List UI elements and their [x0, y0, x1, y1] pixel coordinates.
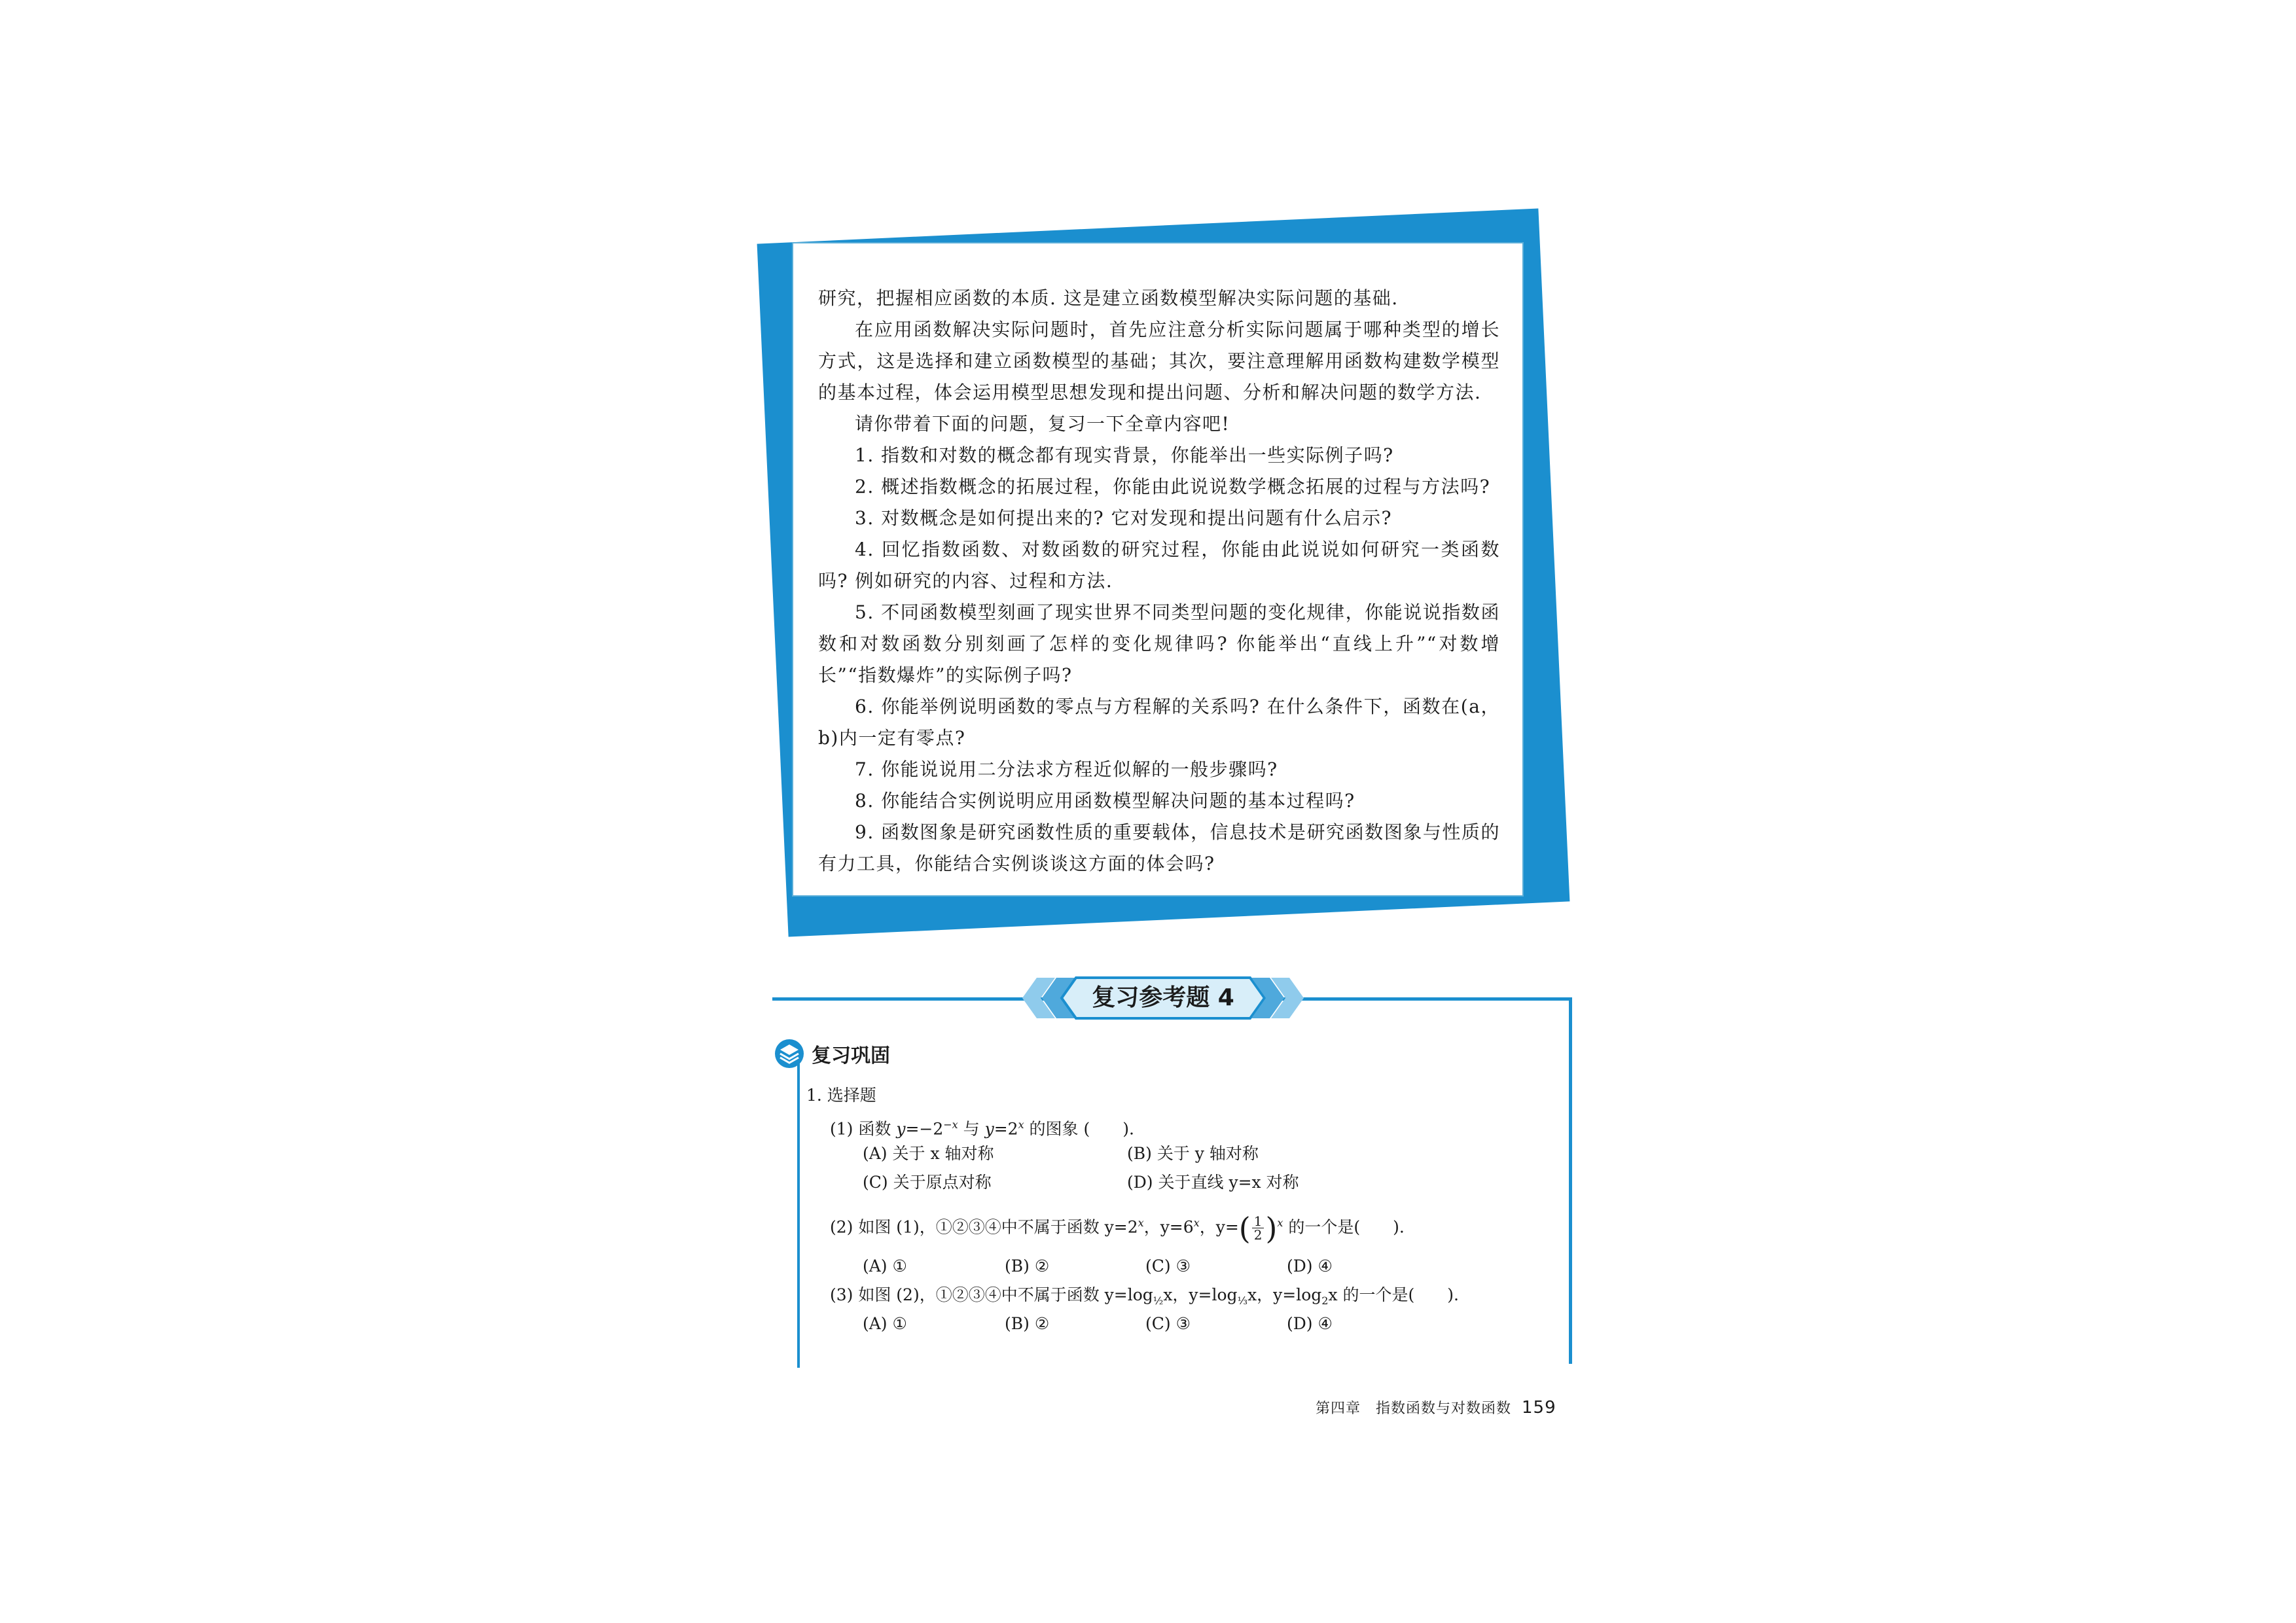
- review-box-card: [792, 242, 1524, 897]
- option-c: (C) 关于原点对称: [863, 1173, 992, 1192]
- exercise-question-3: [830, 1284, 1459, 1312]
- review-question: 1. 指数和对数的概念都有现实背景，你能举出一些实际例子吗?: [855, 444, 1394, 466]
- layers-icon: [774, 1038, 805, 1069]
- option-d: (D) ④: [1287, 1314, 1333, 1333]
- section-rule-left: [797, 1060, 800, 1368]
- q2-mid1: ，y=6: [1143, 1217, 1194, 1237]
- review-paragraph: 在应用函数解决实际问题时，首先应注意分析实际问题属于哪种类型的增长方式，这是选择和建立函数模型的基础；其次，要注意理解用函数构建数学模型的基本过程，体会运用模型思想发现和提出问题、分析和解决问题的数学方法.: [818, 319, 1500, 403]
- q2-exp1: x: [1138, 1217, 1144, 1229]
- exercise-question-1: [830, 1114, 1134, 1140]
- fraction-numerator: 1: [1252, 1215, 1265, 1228]
- q3-text: (3) 如图 (2)，①②③④中不属于函数 y=log: [830, 1285, 1153, 1304]
- q1-prefix: (1) 函数: [830, 1119, 897, 1139]
- option-d: (D) 关于直线 y=x 对称: [1127, 1173, 1299, 1192]
- chapter-title: 第四章 指数函数与对数函数: [1316, 1400, 1512, 1417]
- option-a: (A) ①: [863, 1257, 907, 1275]
- review-question: 4. 回忆指数函数、对数函数的研究过程，你能由此说说如何研究一类函数吗? 例如研究的内容、过程和方法.: [818, 539, 1500, 592]
- option-a: (A) 关于 x 轴对称: [863, 1144, 994, 1163]
- option-b: (B) ②: [1005, 1257, 1050, 1275]
- fraction-denominator: 2: [1253, 1227, 1263, 1243]
- left-paren: (: [1238, 1210, 1251, 1246]
- q3-suffix: x 的一个是( ).: [1328, 1285, 1459, 1304]
- exercise-question-2: [830, 1210, 1405, 1246]
- section-rule-right: [1569, 997, 1572, 1364]
- review-paragraph: 请你带着下面的问题，复习一下全章内容吧!: [855, 413, 1230, 435]
- review-question: 2. 概述指数概念的拓展过程，你能由此说说数学概念拓展的过程与方法吗?: [855, 476, 1491, 497]
- q1-var2: y: [984, 1119, 994, 1139]
- review-question: 9. 函数图象是研究函数性质的重要载体，信息技术是研究函数图象与性质的有力工具，你能结合实例谈谈这方面的体会吗?: [818, 821, 1500, 874]
- review-question: 8. 你能结合实例说明应用函数模型解决问题的基本过程吗?: [855, 790, 1355, 812]
- q2-prefix: (2) 如图 (1)，①②③④中不属于函数 y=2: [830, 1217, 1138, 1237]
- section-header: [772, 975, 1572, 1021]
- q3-mid2: x，y=log: [1247, 1285, 1322, 1304]
- review-paragraph: 研究，把握相应函数的本质. 这是建立函数模型解决实际问题的基础.: [818, 287, 1399, 309]
- q1-exp1: −x: [943, 1118, 958, 1131]
- option-c: (C) ③: [1145, 1314, 1191, 1333]
- fraction: [1252, 1215, 1265, 1241]
- q1-exp2: x: [1018, 1118, 1024, 1131]
- q3-base2: ⅓: [1237, 1294, 1248, 1307]
- q3-mid1: x，y=log: [1163, 1285, 1238, 1304]
- q2-suffix: 的一个是( ).: [1283, 1217, 1405, 1237]
- option-a: (A) ①: [863, 1314, 907, 1333]
- review-question: 3. 对数概念是如何提出来的? 它对发现和提出问题有什么启示?: [855, 507, 1393, 529]
- review-question: 6. 你能举例说明函数的零点与方程解的关系吗? 在什么条件下，函数在(a，b)内一定有零点?: [818, 696, 1500, 749]
- review-question: 7. 你能说说用二分法求方程近似解的一般步骤吗?: [855, 758, 1278, 780]
- option-d: (D) ④: [1287, 1257, 1333, 1275]
- chapter-review-box: [766, 216, 1571, 936]
- q1-var1: y: [896, 1119, 906, 1139]
- subheading-text: 复习巩固: [812, 1044, 890, 1067]
- q2-exp3: x: [1277, 1217, 1283, 1229]
- option-c: (C) ③: [1145, 1257, 1191, 1275]
- q1-eq2: =2: [994, 1119, 1018, 1139]
- section-title: 复习参考题 4: [1092, 984, 1234, 1011]
- q3-base1: ½: [1153, 1294, 1164, 1307]
- q2-exp2: x: [1193, 1217, 1200, 1229]
- review-question: 5. 不同函数模型刻画了现实世界不同类型问题的变化规律，你能说说指数函数和对数函数分别刻画了怎样的变化规律吗? 你能举出“直线上升”“对数增长”“指数爆炸”的实际例子吗?: [818, 601, 1500, 686]
- q1-mid: 与: [958, 1119, 985, 1139]
- q2-mid2: ，y=: [1199, 1217, 1239, 1237]
- option-b: (B) ②: [1005, 1314, 1050, 1333]
- page-footer: [1316, 1397, 1556, 1418]
- exercise-heading: 1. 选择题: [806, 1086, 876, 1105]
- q1-eq1: =−2: [905, 1119, 944, 1139]
- q1-suffix: 的图象 ( ).: [1024, 1119, 1134, 1139]
- right-paren: ): [1265, 1210, 1278, 1246]
- page-number: 159: [1522, 1398, 1556, 1418]
- option-b: (B) 关于 y 轴对称: [1127, 1144, 1259, 1163]
- q3-base3: 2: [1321, 1294, 1329, 1307]
- subheading: [774, 1037, 890, 1070]
